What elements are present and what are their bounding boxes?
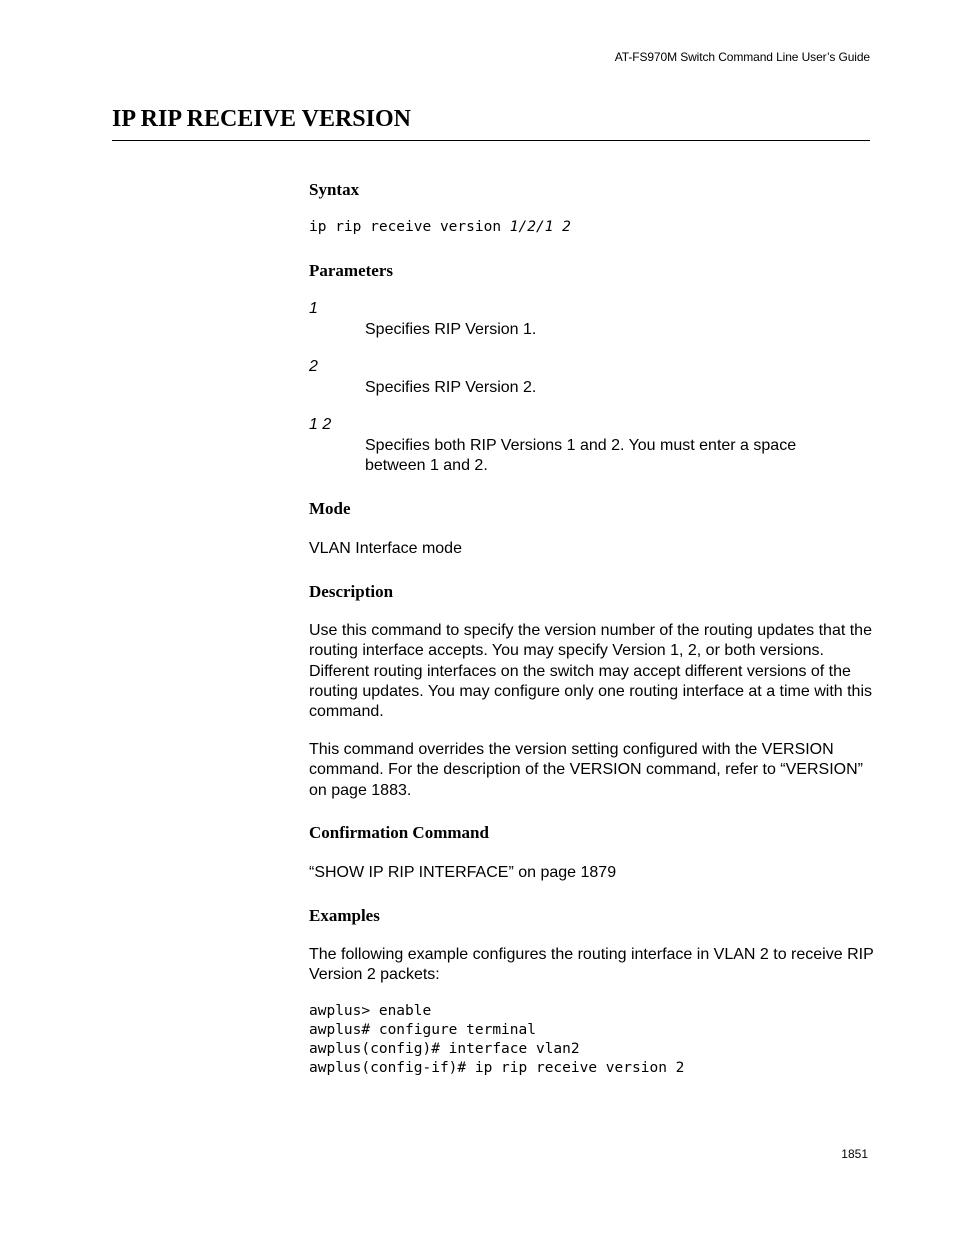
param-name-1: 1 (309, 300, 318, 317)
running-header: AT-FS970M Switch Command Line User’s Guide (614, 50, 870, 64)
confirmation-heading: Confirmation Command (309, 823, 489, 842)
page-number: 1851 (841, 1147, 868, 1161)
param-desc-1-2: Specifies both RIP Versions 1 and 2. You must enter a space between 1 and 2. (365, 437, 797, 475)
page-title: IP RIP RECEIVE VERSION (112, 106, 411, 132)
examples-heading: Examples (309, 906, 380, 925)
syntax-options: 1/2/1 2 (509, 219, 571, 235)
param-name-1-2: 1 2 (309, 416, 332, 433)
syntax-command-text: ip rip receive version (309, 219, 510, 235)
code-line: awplus(config-if)# ip rip receive version 2 (309, 1060, 685, 1076)
mode-heading: Mode (309, 499, 351, 518)
param-name-2: 2 (309, 358, 318, 375)
code-line: awplus(config)# interface vlan2 (309, 1041, 580, 1057)
syntax-heading: Syntax (309, 180, 360, 199)
code-line: awplus# configure terminal (309, 1022, 536, 1038)
parameters-heading: Parameters (309, 261, 394, 280)
title-rule (112, 140, 870, 141)
confirmation-text: “SHOW IP RIP INTERFACE” on page 1879 (309, 864, 617, 881)
example-code-block (309, 1002, 684, 1078)
description-paragraph-2: This command overrides the version setting configured with the VERSION command. For the description of the VERSION command, refer to “VERSION” on page 1883. (309, 741, 863, 799)
param-desc-2: Specifies RIP Version 2. (365, 379, 537, 396)
code-line: awplus> enable (309, 1003, 432, 1019)
examples-intro: The following example configures the routing interface in VLAN 2 to receive RIP Version 2 packets: (309, 946, 874, 984)
mode-text: VLAN Interface mode (309, 540, 462, 557)
description-paragraph-1: Use this command to specify the version number of the routing updates that the routing interface accepts. You may specify Version 1, 2, or both versions. Different routing interfaces on the switch may accept different versions of the routing updates. You may configure only one routing interface at a time with this command. (309, 622, 873, 721)
description-heading: Description (309, 582, 394, 601)
param-desc-1: Specifies RIP Version 1. (365, 321, 537, 338)
syntax-command (309, 218, 571, 237)
